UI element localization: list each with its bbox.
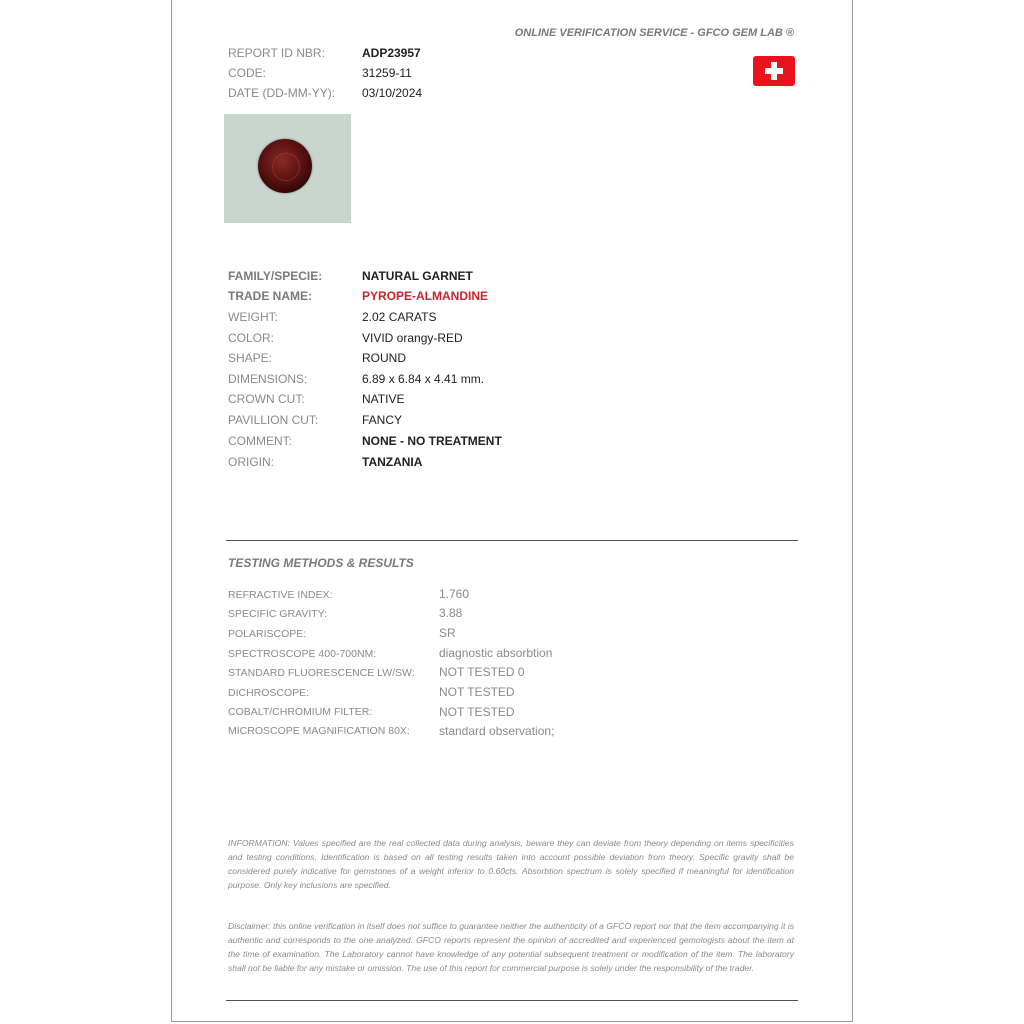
color-value: VIVID orangy-RED bbox=[362, 331, 463, 345]
comment-label: COMMENT: bbox=[228, 434, 292, 448]
gemstone-photo bbox=[224, 114, 351, 223]
dimensions-value: 6.89 x 6.84 x 4.41 mm. bbox=[362, 372, 485, 386]
test-label: SPECTROSCOPE 400-700NM: bbox=[228, 648, 377, 660]
verification-service-header: ONLINE VERIFICATION SERVICE - GFCO GEM LAB ® bbox=[514, 27, 794, 39]
test-label: REFRACTIVE INDEX: bbox=[228, 589, 333, 601]
origin-label: ORIGIN: bbox=[228, 455, 275, 469]
test-label: DICHROSCOPE: bbox=[228, 687, 310, 699]
test-value: standard observation; bbox=[439, 724, 555, 738]
test-value: 3.88 bbox=[439, 606, 463, 620]
date-value: 03/10/2024 bbox=[362, 86, 423, 100]
report-id-label: REPORT ID NBR: bbox=[228, 46, 325, 60]
test-value: NOT TESTED bbox=[439, 705, 515, 719]
test-label: MICROSCOPE MAGNIFICATION 80X: bbox=[228, 725, 410, 737]
crown-cut-value: NATIVE bbox=[362, 392, 405, 406]
disclaimer-paragraph: Disclaimer: this online verification in itself does not suffice to guarantee neither the authenticity of a GFCO report nor that the item accompanying it is authentic and corresponds to the one analyzed. GFCO reports represent the opinion of accredited and experienced gemologists about the item at the time of examination. The Laboratory cannot have knowledge of any potential subsequent treatment or modification of the item. The laboratory shall not be liable for any mistake or omission. The use of this report for commercial purpose is solely under the responsibility of the trader. bbox=[228, 921, 794, 973]
test-value: SR bbox=[439, 626, 456, 640]
section-divider bbox=[226, 540, 798, 541]
trade-name-value: PYROPE-ALMANDINE bbox=[362, 289, 489, 303]
testing-section-title: TESTING METHODS & RESULTS bbox=[228, 556, 414, 570]
code-value: 31259-11 bbox=[362, 66, 412, 80]
date-label: DATE (DD-MM-YY): bbox=[228, 86, 336, 100]
test-label: COBALT/CHROMIUM FILTER: bbox=[228, 706, 373, 718]
family-label: FAMILY/SPECIE: bbox=[228, 269, 323, 283]
weight-label: WEIGHT: bbox=[228, 310, 278, 324]
origin-value: TANZANIA bbox=[362, 455, 423, 469]
test-value: 1.760 bbox=[439, 587, 470, 601]
pavillion-cut-value: FANCY bbox=[362, 413, 403, 427]
crown-cut-label: CROWN CUT: bbox=[228, 392, 305, 406]
gemstone-image bbox=[258, 139, 312, 193]
test-value: NOT TESTED bbox=[439, 685, 515, 699]
shape-value: ROUND bbox=[362, 351, 406, 365]
test-label: POLARISCOPE: bbox=[228, 628, 307, 640]
shape-label: SHAPE: bbox=[228, 351, 273, 365]
dimensions-label: DIMENSIONS: bbox=[228, 372, 308, 386]
report-id-value: ADP23957 bbox=[362, 46, 421, 60]
trade-name-label: TRADE NAME: bbox=[228, 289, 312, 303]
footer-divider bbox=[226, 1000, 798, 1001]
test-label: SPECIFIC GRAVITY: bbox=[228, 608, 327, 620]
test-value: NOT TESTED 0 bbox=[439, 665, 525, 679]
test-label: STANDARD FLUORESCENCE LW/SW: bbox=[228, 667, 415, 679]
weight-value: 2.02 CARATS bbox=[362, 310, 437, 324]
information-paragraph: INFORMATION: Values specified are the real collected data during analysis, beware they can deviate from theory depending on items specificities and testing conditions. Identification is based on all testing results taken into account possible deviation from theory. Specific gravity shall be considered purely indicative for gemstones of a weight inferior to 0.60cts. Absorbtion spectrum is solely specified if meaningful for identification purpose. Only key inclusions are specified. bbox=[228, 838, 794, 890]
swiss-flag-icon bbox=[753, 56, 795, 86]
test-value: diagnostic absorbtion bbox=[439, 646, 553, 660]
color-label: COLOR: bbox=[228, 331, 275, 345]
pavillion-cut-label: PAVILLION CUT: bbox=[228, 413, 319, 427]
code-label: CODE: bbox=[228, 66, 267, 80]
comment-value: NONE - NO TREATMENT bbox=[362, 434, 502, 448]
family-value: NATURAL GARNET bbox=[362, 269, 473, 283]
